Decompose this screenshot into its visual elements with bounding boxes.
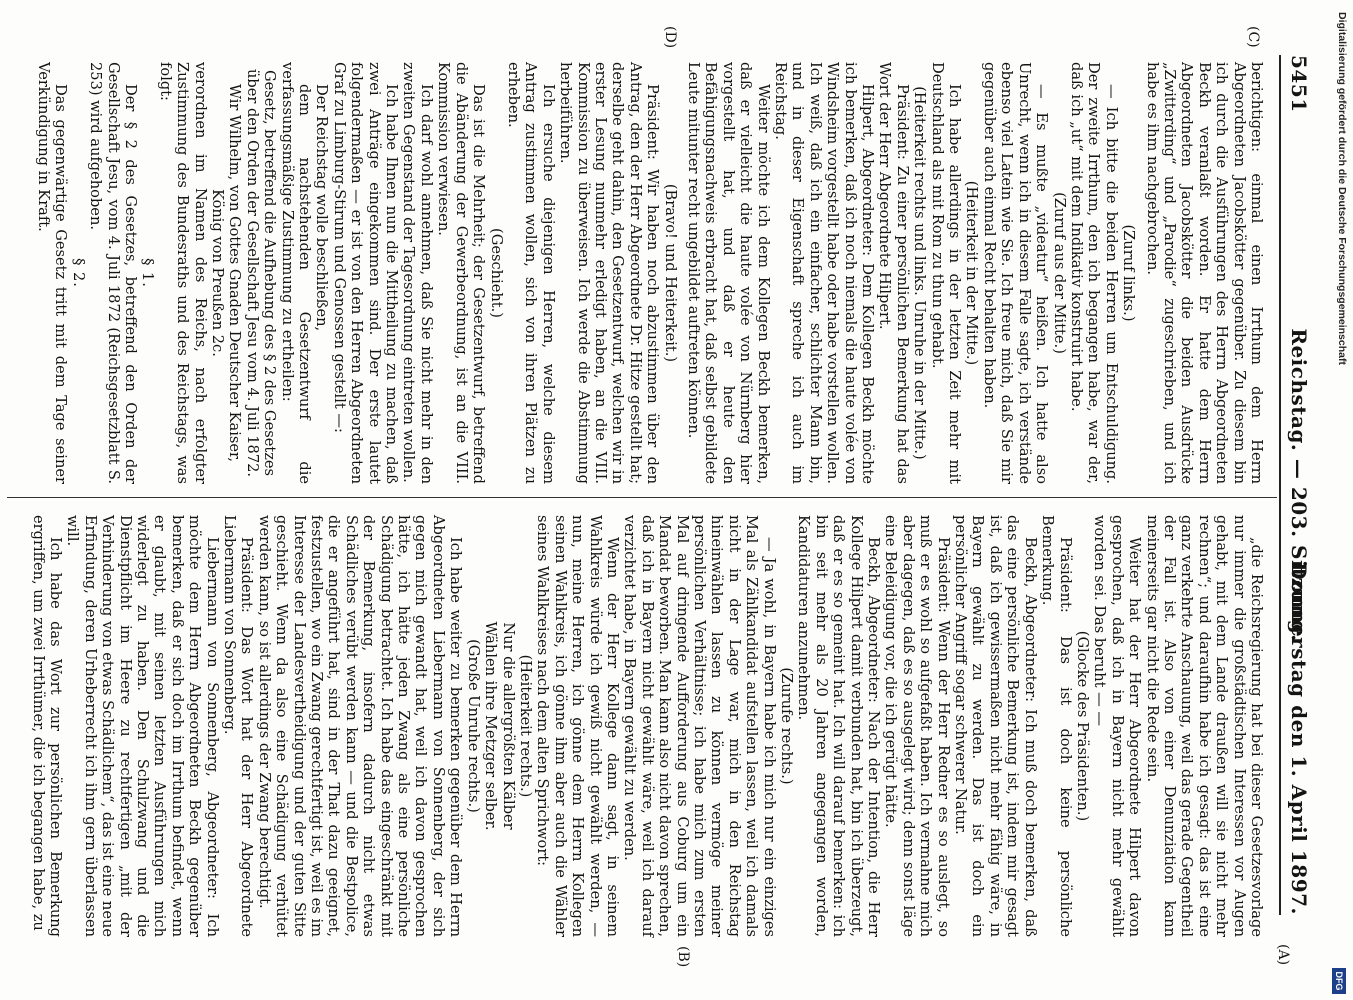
paragraph: — Ja wohl, in Bayern habe ich mich nur ein einziges Mal als Zählkandidat aufstellen lassen, weil ich damals nicht in der Lage war, mich in den Reichstag hineinwählen lassen zu können vermöge meiner persönlichen Verhältnisse; ich habe mich zum ersten Mal auf dringende Aufforderung aus Coburg um ein Mandat beworben. Man kann also nicht davon sprechen, daß ich in Bayern nicht gewählt wäre, weil ich darauf verzichtet habe, in Bayern gewählt zu werden. (621, 515, 778, 937)
paragraph: Ich ersuche diejenigen Herren, welche diesem Antrag zustimmen wollen, sich von ihren Plätzen zu erheben. (504, 62, 557, 484)
paragraph: Ich darf wohl annehmen, daß Sie nicht mehr in den zweiten Gegenstand der Tagesordnung eintreten wollen. (400, 62, 435, 484)
paragraph: verordnen im Namen des Reichs, nach erfolgter Zustimmung des Bundesraths und des Reichstags, was folgt: (156, 62, 209, 484)
interjection: (Bravo! und Heiterkeit.) (661, 183, 679, 363)
session-date: Donnerstag den 1. April 1897. (1287, 562, 1311, 915)
paragraph: berichtigen: einmal einen Irrthum dem Herrn Abgeordneten Jacobskötter gegenüber. Zu diesem bin ich durch die Ausführungen des Herrn Abgeordneten Beckh veranlaßt worden. Er hatte dem Herrn Abgeordneten Jacobskötter die beiden Ausdrücke „Zwitterding“ und „Parodie“ zugeschrieben, und ich habe es ihm nachgebrochen. (1143, 62, 1265, 484)
dfg-credit (1334, 0, 1348, 991)
credit-text: Digitalisierung gefördert durch die Deutsche Forschungsgemeinschaft (1336, 12, 1348, 365)
interjection: (Heiterkeit rechts.) (516, 654, 534, 798)
text-column-right (29, 515, 1265, 937)
paragraph: Ich habe allerdings in der letzten Zeit mehr mit Deutschland als mit Rom zu thun gehabt. (928, 62, 964, 484)
paragraph: Das ist die Mehrheit; der Gesetzentwurf, betreffend die Abänderung der Gewerbeordnung, ist an die VIII. Kommission verwiesen. (435, 62, 488, 484)
section-heading: § 1. (139, 258, 157, 288)
speaker-paragraph: Präsident: Zu einer persönlichen Bemerkung hat das Wort der Herr Abgeordnete Hilpert. (876, 62, 911, 484)
interjection: (Glocke des Präsidenten.) (1073, 630, 1091, 822)
speaker-paragraph: Präsident: Das Wort hat der Herr Abgeordnete Liebermann von Sonnenberg. (221, 515, 256, 937)
margin-mark-b: (B) (675, 946, 691, 968)
speaker-paragraph: Liebermann von Sonnenberg, Abgeordneter: Ich möchte dem Herrn Abgeordneten Beckh gegenüber bemerken, daß er sich doch im Irrthum befindet, wenn er glaubt, mit seinen letzten Ausführungen mich widerlegt zu haben. Den Schulzwang und die Dienstpflicht im Heere zu rechtfertigen „mit der Verhinderung von etwas Schädlichem“, das ist eine neue Erfindung, deren Urheberrecht ich ihm gern überlassen will. (64, 515, 221, 937)
interjection: (Zurufe rechts.) (778, 667, 796, 785)
paragraph: Der Reichstag wolle beschließen, (313, 84, 331, 332)
interjection: (Zuruf aus der Mitte.) (1050, 192, 1068, 354)
paragraph: Ich habe das Wort zur persönlichen Bemerkung ergriffen, um zwei Irrthümer, die ich begangen habe, zu (29, 515, 64, 937)
paragraph: Ich habe Ihnen nun die Mittheilung zu machen, daß zwei Anträge eingekommen sind. Der erste lautet folgendermaßen — er ist von den Herren Abgeordneten Graf zu Limburg-Stirum und Genossen gestellt —: (330, 62, 401, 484)
interjection: (Geschieht.) (487, 228, 505, 318)
column-divider (7, 497, 1277, 498)
paragraph: dem nachstehenden Gesetzentwurf die verfassungsmäßige Zustimmung zu ertheilen: (278, 62, 314, 484)
verse-line: Wählen ihre Metzger selber. (482, 621, 500, 831)
interjection: (Heiterkeit rechts und links. Unruhe in der Mitte.) (911, 86, 929, 460)
margin-mark-d: (D) (662, 26, 678, 49)
paragraph: Wenn der Herr Kollege dann sagt, in seinem Wahlkreis würde ich gewiß nicht gewählt werden, — nun, meine Herren, ich gönne dem Herrn Kollegen seinen Wahlkreis, ich gönne ihm aber auch die Wähler seines Wahlkreises nach dem alten Sprichwort: (534, 515, 621, 937)
paragraph: Weiter möchte ich dem Kollegen Beckh bemerken, daß er vielleicht die haute volée von Nürnberg hier vorgestellt hat, und daß er heute den Befähigungsnachweis erbracht hat, daß selbst gebildete Leute mitunter recht ungebildet auftreten können. (685, 62, 772, 484)
interjection: (Große Unruhe rechts.) (464, 639, 482, 813)
speaker-paragraph: Präsident: Wir haben noch abzustimmen über den Antrag, den der Herr Abgeordnete Dr. Hitze gestellt hat; derselbe geht dahin, den Gesetzentwurf, welchen wir in erster Lesung nunmehr erledigt haben, an die VIII. Kommission zu überweisen. Ich werde die Abstimmung herbeiführen. (557, 62, 662, 484)
speaker-paragraph: Beckh, Abgeordneter: Nach der Intention, die Herr Kollege Hilpert damit verbunden hat, bin ich überzeugt, daß er es so gemeint hat. Ich will darauf bemerken: ich bin seit mehr als 20 Jahren angegangen worden, Kandidaturen anzunehmen. (795, 515, 883, 937)
law-preamble: Wir Wilhelm, von Gottes Gnaden Deutscher Kaiser, König von Preußen 2c. (209, 83, 244, 463)
header-rule (1279, 55, 1281, 915)
speaker-paragraph: Beckh, Abgeordneter: Ich muß doch bemerken, daß das eine persönliche Bemerkung ist, indem mir gesagt ist, daß ich gewissermaßen nicht mehr fähig wäre, in Bayern gewählt zu werden. Das ist doch ein persönlicher Angriff sogar schwerer Natur. (952, 515, 1039, 937)
speaker-paragraph: Hilpert, Abgeordneter: Dem Kollegen Beckh möchte ich bemerken, daß ich noch niemals die haute volée von Windsheim vorgestellt habe oder habe vorstellen wollen. Ich weiß, daß ich ein einfacher, schlichter Mann bin, und in dieser Eigenschaft spreche ich auch im Reichstag. (772, 62, 877, 484)
paragraph: — Ich bitte die beiden Herren um Entschuldigung. Der zweite Irrthum, den ich begangen habe, war der, daß ich „ut“ mit dem Indikativ konstruirt habe. (1067, 62, 1120, 484)
page-header (1281, 55, 1311, 915)
paragraph: — Es mußte „videatur“ heißen. Ich hatte also Unrecht, wenn ich in diesem Falle sagte, ich verstände ebenso viel Latein wie Sie. Ich freue mich, daß Sie mir gegenüber auch einmal Recht behalten haben. (980, 62, 1051, 484)
margin-mark-a: (A) (1275, 944, 1291, 966)
paragraph: Ich habe weiter zu bemerken gegenüber dem Herrn Abgeordneten Liebermann von Sonnenberg, der sich gegen mich gewandt hat, weil ich davon gesprochen hätte, ich hätte jeden Zwang als eine persönliche Schädigung betrachtet. Ich habe das eingeschränkt mit der Bemerkung, insofern dadurch nicht etwas Schädliches verübt werden kann — und die Bestpolice, die er angeführt hat, sind in der That dazu geeignet, festzustellen, wo ein Zwang gerechtfertigt ist, weil es im Interesse der Landesvertheidigung und der guten Sitte geschieht. Wenn da also eine Schädigung verhütet werden kann, so ist allerdings der Zwang berechtigt. (255, 515, 465, 937)
paragraph: Weiter hat der Herr Abgeordnete Hilpert davon gesprochen, daß ich in Bayern nicht mehr gewählt worden sei. Das beruht — — (1091, 515, 1144, 937)
interjection: (Zuruf links.) (1120, 224, 1138, 322)
page-number: 5451 (1287, 55, 1311, 113)
speaker-paragraph: Präsident: Das ist doch keine persönliche Bemerkung. (1039, 515, 1074, 937)
paragraph: Der § 2 des Gesetzes, betreffend den Orden der Gesellschaft Jesu, vom 4. Juli 1872 (Reichsgesetzblatt S. 253) wird aufgehoben. (87, 62, 139, 484)
margin-mark-c: (C) (1245, 26, 1261, 48)
text-column-left (35, 62, 1265, 484)
speaker-paragraph: Präsident: Wenn der Herr Redner es so auslegt, so muß er es wohl so aufgefaßt haben. Ich vermahne mich aber dagegen, daß es so ausgelegt wird; denn sonst läge eine Beleidigung vor, die ich gerügt hätte. (882, 515, 952, 937)
law-title: Gesetz, betreffend die Aufhebung des § 2 des Gesetzes über den Orden der Gesellschaft Jesu vom 4. Juli 1872. (243, 68, 279, 478)
verse-line: Nur die allergrößten Kälber (499, 622, 517, 830)
section-heading: § 2. (69, 258, 87, 288)
interjection: (Heiterkeit in der Mitte.) (963, 180, 981, 366)
paragraph: Das gegenwärtige Gesetz tritt mit dem Tage seiner Verkündigung in Kraft. (34, 62, 70, 484)
session-title: Reichstag. — 203. Sitzung. (1287, 328, 1311, 642)
dfg-logo-icon: DFG (1332, 968, 1346, 994)
paragraph: „die Reichsregierung hat bei dieser Gesetzesvorlage nur immer die großstädtischen Interessen vor Augen gehabt, mit dem Lande draußen will sie nicht mehr rechnen“; und daraufhin habe ich gesagt: das ist eine ganz verkehrte Anschauung, weil das gerade Gegentheil der Fall ist. Also von einer Denunziation kann meinerseits gar nicht die Rede sein. (1143, 515, 1265, 937)
